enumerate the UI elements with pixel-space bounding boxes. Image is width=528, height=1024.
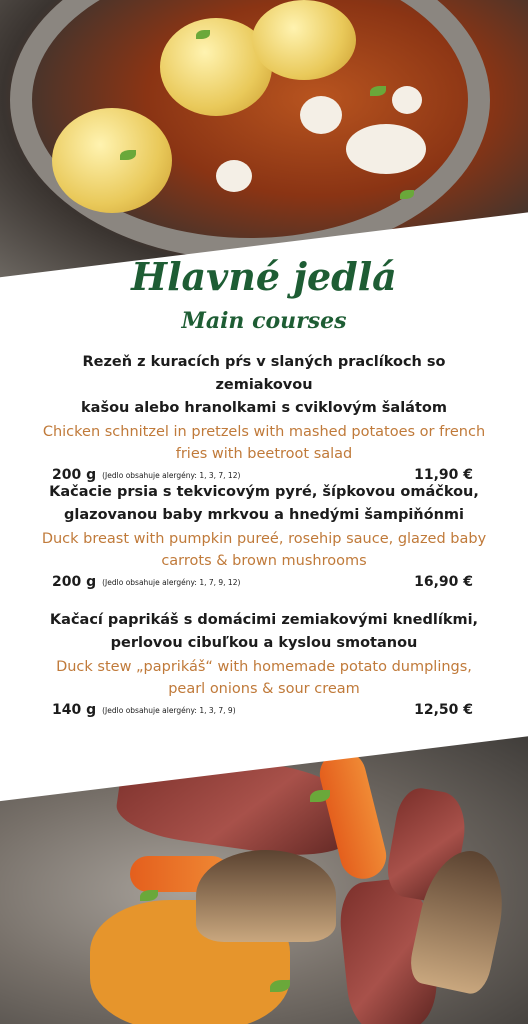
dish-allergens: (Jedlo obsahuje alergény: 1, 3, 7, 12) [102, 470, 241, 480]
dish-meta-row [40, 574, 488, 596]
menu-item [40, 351, 488, 489]
dish-price: 11,90 € [414, 467, 473, 483]
dish-weight: 200 g (Jedlo obsahuje alergény: 1, 7, 9, 12) [52, 574, 241, 590]
dish-name-sk: Kačacie prsia s tekvicovým pyré, šípkovou omáčkou, glazovanou baby mrkvou a hnedými šampiňónmi [49, 484, 479, 523]
dish-price: 16,90 € [414, 574, 473, 590]
dish-name-sk: Rezeň z kuracích pŕs v slaných praclíkoch so zemiakovou kašou alebo hranolkami s cviklovým šalátom [81, 354, 447, 416]
menu-item [40, 481, 488, 596]
menu-item [40, 609, 488, 724]
dish-allergens: (Jedlo obsahuje alergény: 1, 3, 7, 9) [102, 705, 236, 715]
dish-name-en: Duck stew „paprikáš“ with homemade potato dumplings, pearl onions & sour cream [56, 659, 472, 697]
dish-allergens: (Jedlo obsahuje alergény: 1, 7, 9, 12) [102, 577, 241, 587]
section-subtitle: Main courses [181, 308, 347, 334]
dish-weight: 200 g (Jedlo obsahuje alergény: 1, 3, 7, 12) [52, 467, 241, 483]
dish-price: 12,50 € [414, 702, 473, 718]
dish-weight: 140 g (Jedlo obsahuje alergény: 1, 3, 7, 9) [52, 702, 236, 718]
dish-meta-row [40, 702, 488, 724]
section-title: Hlavné jedlá [131, 254, 397, 299]
dish-name-en: Duck breast with pumpkin pureé, rosehip sauce, glazed baby carrots & brown mushrooms [41, 531, 487, 569]
dish-name-sk: Kačací paprikáš s domácimi zemiakovými knedlíkmi, perlovou cibuľkou a kyslou smotanou [49, 612, 479, 651]
dish-name-en: Chicken schnitzel in pretzels with mashed potatoes or french fries with beetroot salad [42, 424, 486, 462]
